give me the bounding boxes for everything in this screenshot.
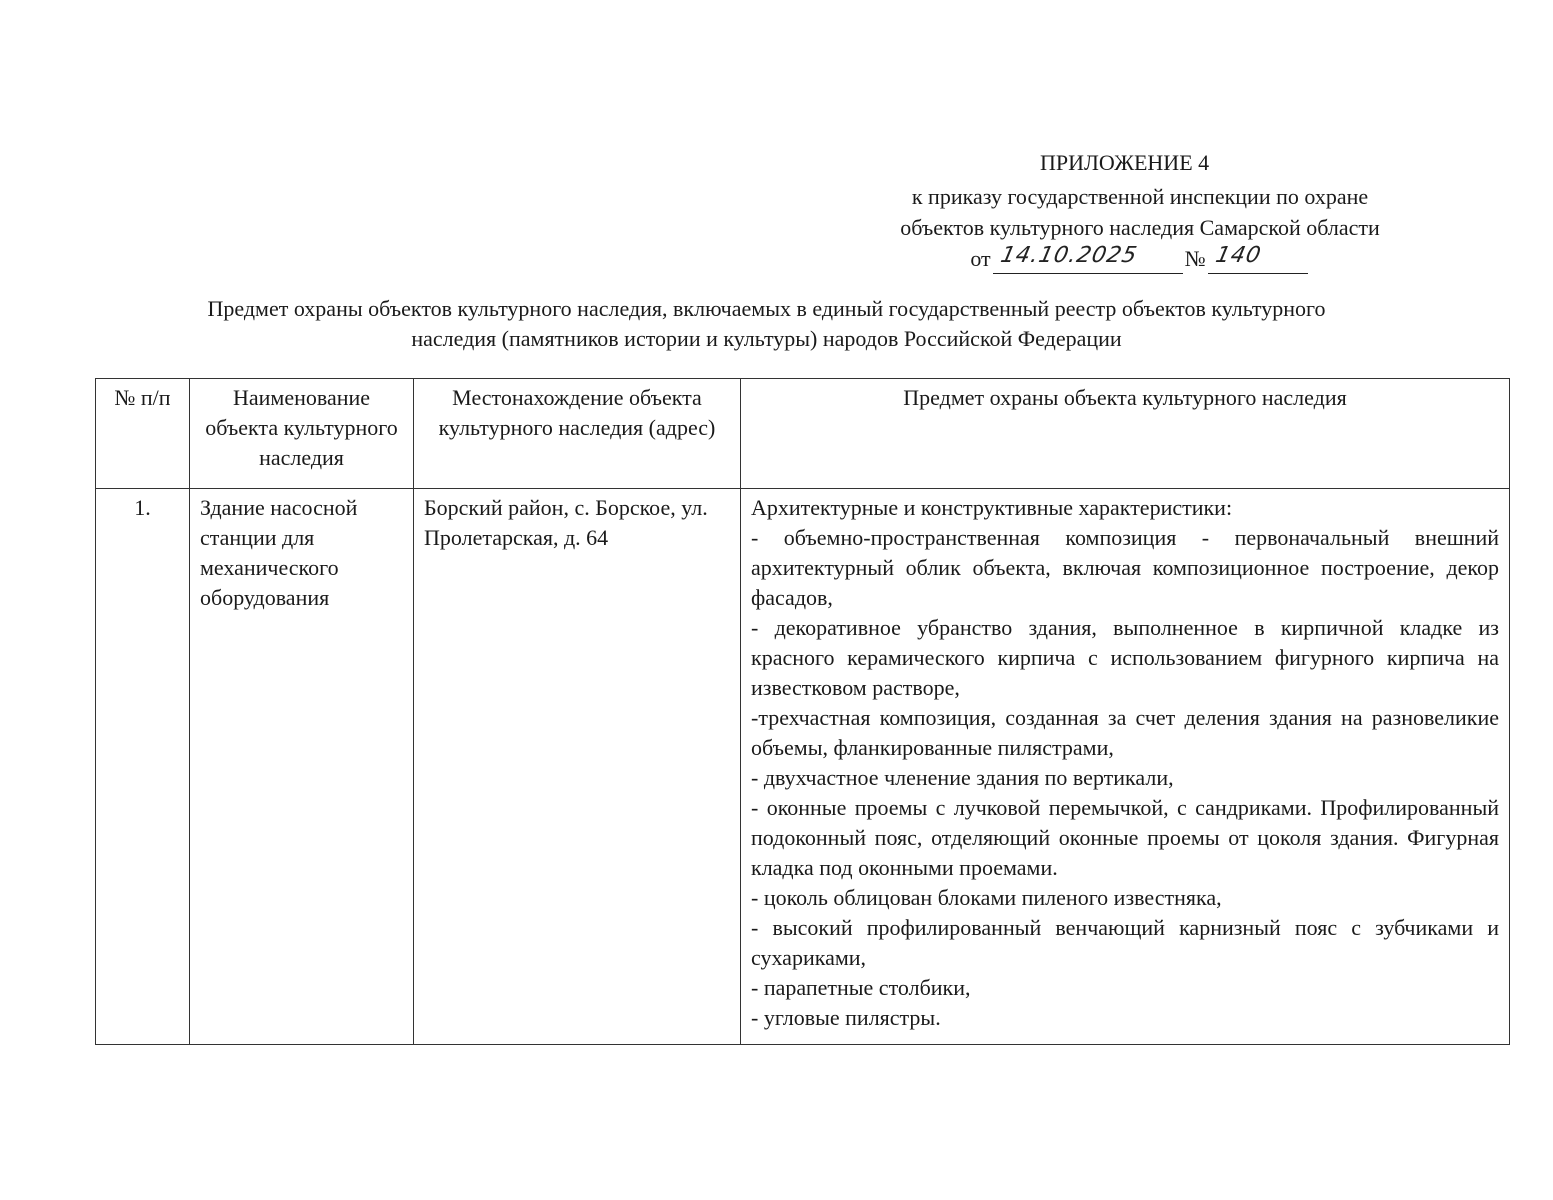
row-location: Борский район, с. Борское, ул. Пролетарская, д. 64 — [414, 489, 741, 1045]
subject-item: - угловые пилястры. — [751, 1005, 941, 1030]
order-reference-line2: объектов культурного наследия Самарской области — [900, 215, 1380, 240]
handwritten-date: 14.10.2025 — [997, 243, 1140, 268]
header-location: Местонахождение объекта культурного наследия (адрес) — [414, 379, 741, 489]
handwritten-number: 140 — [1212, 243, 1264, 268]
subject-item: - цоколь облицован блоками пиленого известняка, — [751, 885, 1222, 910]
subject-item: - объемно-пространственная композиция - первоначальный внешний архитектурный облик объекта, включая композиционное построение, декор фасадов, — [751, 525, 1499, 610]
subject-item: - высокий профилированный венчающий карнизный пояс с зубчиками и сухариками, — [751, 915, 1499, 970]
appendix-title: ПРИЛОЖЕНИЕ 4 — [1040, 150, 1210, 175]
subject-item: - двухчастное членение здания по вертикали, — [751, 765, 1174, 790]
number-prefix: № — [1184, 246, 1206, 271]
header-block — [820, 181, 1460, 274]
table-header-row — [96, 379, 1510, 489]
order-reference-line1: к приказу государственной инспекции по охране — [911, 184, 1369, 209]
heritage-table — [95, 378, 1510, 1045]
subject-heading: Архитектурные и конструктивные характеристики: — [751, 495, 1233, 520]
row-subject — [741, 489, 1510, 1045]
date-field — [993, 243, 1183, 274]
header-num: № п/п — [96, 379, 190, 489]
document-title — [60, 294, 1473, 354]
subject-item: - оконные проемы с лучковой перемычкой, с сандриками. Профилированный подоконный пояс, отделяющий оконные проемы от цоколя здания. Фигурная кладка под оконными проемами. — [751, 795, 1499, 880]
row-name: Здание насосной станции для механического оборудования — [190, 489, 414, 1045]
header-name: Наименование объекта культурного наследия — [190, 379, 414, 489]
table-row — [96, 489, 1510, 1045]
document-title-line1: Предмет охраны объектов культурного наследия, включаемых в единый государственный реестр объектов культурного — [207, 296, 1326, 321]
date-prefix: от — [970, 246, 991, 271]
date-number-line — [820, 243, 1460, 274]
subject-item: - парапетные столбики, — [751, 975, 971, 1000]
header-subject: Предмет охраны объекта культурного наследия — [741, 379, 1510, 489]
row-num: 1. — [96, 489, 190, 1045]
subject-item: - декоративное убранство здания, выполненное в кирпичной кладке из красного керамического кирпича с использованием фигурного кирпича на известковом растворе, — [751, 615, 1499, 700]
subject-item: -трехчастная композиция, созданная за счет деления здания на разновеликие объемы, фланкированные пилястрами, — [751, 705, 1499, 760]
document-title-line2: наследия (памятников истории и культуры) народов Российской Федерации — [411, 326, 1122, 351]
number-field — [1208, 243, 1308, 274]
